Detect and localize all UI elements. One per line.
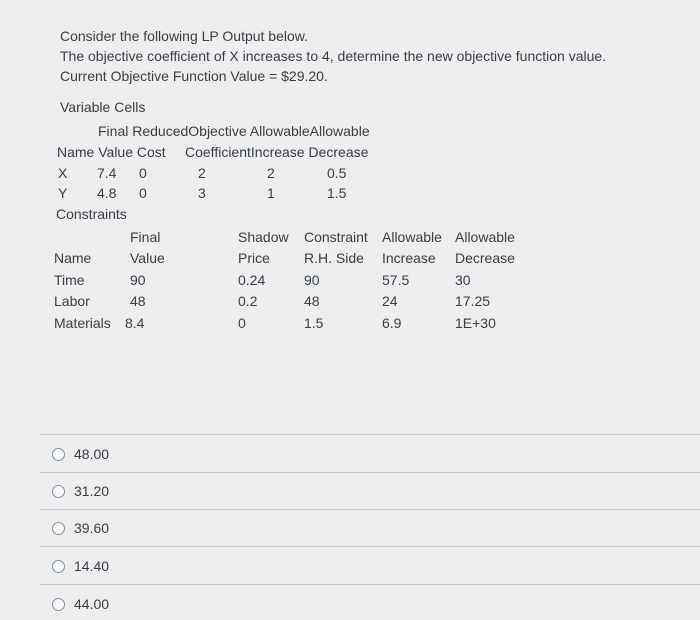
- answer-option-label: 14.40: [74, 558, 110, 574]
- answer-option-label: 39.60: [74, 520, 110, 536]
- constraints-header-decrease: Decrease: [455, 250, 515, 266]
- constraint-row-labor-shadow-price: 0.2: [238, 293, 258, 309]
- constraints-header-final: Final: [130, 229, 161, 245]
- constraints-header-allowable-inc: Allowable: [382, 229, 442, 245]
- answer-option-5[interactable]: [52, 594, 109, 614]
- constraint-row-time-shadow-price: 0.24: [238, 272, 266, 288]
- var-row-y-allowable-increase: 1: [267, 185, 275, 201]
- constraints-header-rhs: R.H. Side: [304, 250, 364, 266]
- constraint-row-materials-allowable-decrease: 1E+30: [455, 315, 496, 331]
- var-row-y-name: Y: [58, 185, 68, 201]
- constraint-row-labor-name: Labor: [54, 293, 90, 309]
- constraint-row-time-name: Time: [54, 272, 85, 288]
- option-divider: [40, 584, 700, 585]
- constraint-row-time-allowable-decrease: 30: [455, 272, 471, 288]
- var-row-x-value: 7.4: [97, 165, 117, 181]
- constraint-row-labor-allowable-increase: 24: [382, 293, 398, 309]
- answer-option-label: 31.20: [74, 483, 110, 499]
- constraint-row-labor-rhs: 48: [304, 293, 320, 309]
- constraint-row-time-final-value: 90: [130, 272, 146, 288]
- var-row-x-allowable-decrease: 0.5: [327, 165, 347, 181]
- option-divider: [40, 472, 700, 473]
- answer-option-3[interactable]: [52, 518, 109, 538]
- var-row-x-allowable-increase: 2: [267, 165, 275, 181]
- constraint-row-time-rhs: 90: [304, 272, 320, 288]
- option-divider: [40, 509, 700, 510]
- constraint-row-materials-final-value: 8.4: [125, 315, 145, 331]
- answer-option-1[interactable]: [52, 444, 109, 464]
- radio-button-icon[interactable]: [52, 560, 65, 573]
- constraints-header-name: Name: [54, 250, 92, 266]
- variable-cells-header-row1: Final ReducedObjective AllowableAllowable: [98, 123, 370, 139]
- constraint-row-materials-name: Materials: [54, 315, 111, 331]
- radio-button-icon[interactable]: [52, 448, 65, 461]
- constraint-row-labor-final-value: 48: [130, 293, 146, 309]
- var-row-y-reduced-cost: 0: [139, 185, 147, 201]
- option-divider: [40, 546, 700, 547]
- constraints-header-shadow: Shadow: [238, 229, 289, 245]
- var-row-y-objective-coefficient: 3: [198, 185, 206, 201]
- constraints-header-constraint: Constraint: [304, 229, 368, 245]
- radio-button-icon[interactable]: [52, 485, 65, 498]
- var-row-y-value: 4.8: [97, 185, 117, 201]
- question-line-3: Current Objective Function Value = $29.20.: [60, 68, 328, 84]
- var-row-x-objective-coefficient: 2: [198, 165, 206, 181]
- constraint-row-materials-allowable-increase: 6.9: [382, 315, 402, 331]
- variable-cells-header-coef-inc-dec: CoefficientIncrease Decrease: [185, 144, 369, 160]
- var-row-y-allowable-decrease: 1.5: [327, 185, 347, 201]
- var-row-x-name: X: [58, 165, 68, 181]
- constraint-row-materials-shadow-price: 0: [238, 315, 246, 331]
- constraints-header-price: Price: [238, 250, 270, 266]
- constraint-row-time-allowable-increase: 57.5: [382, 272, 410, 288]
- constraints-header-increase: Increase: [382, 250, 436, 266]
- option-divider: [40, 434, 700, 435]
- constraints-header-value: Value: [130, 250, 165, 266]
- answer-option-2[interactable]: [52, 481, 109, 501]
- variable-cells-header-name-value-cost: Name Value Cost: [57, 144, 166, 160]
- constraint-row-materials-rhs: 1.5: [304, 315, 324, 331]
- answer-option-label: 44.00: [74, 596, 110, 612]
- question-line-1: Consider the following LP Output below.: [60, 28, 309, 44]
- constraints-title: Constraints: [56, 206, 127, 222]
- radio-button-icon[interactable]: [52, 598, 65, 611]
- variable-cells-title: Variable Cells: [60, 99, 146, 115]
- radio-button-icon[interactable]: [52, 522, 65, 535]
- answer-option-4[interactable]: [52, 556, 109, 576]
- question-line-2: The objective coefficient of X increases to 4, determine the new objective function value.: [60, 48, 607, 64]
- question-text: [60, 26, 606, 86]
- constraint-row-labor-allowable-decrease: 17.25: [455, 293, 491, 309]
- answer-option-label: 48.00: [74, 446, 110, 462]
- var-row-x-reduced-cost: 0: [139, 165, 147, 181]
- constraints-header-allowable-dec: Allowable: [455, 229, 515, 245]
